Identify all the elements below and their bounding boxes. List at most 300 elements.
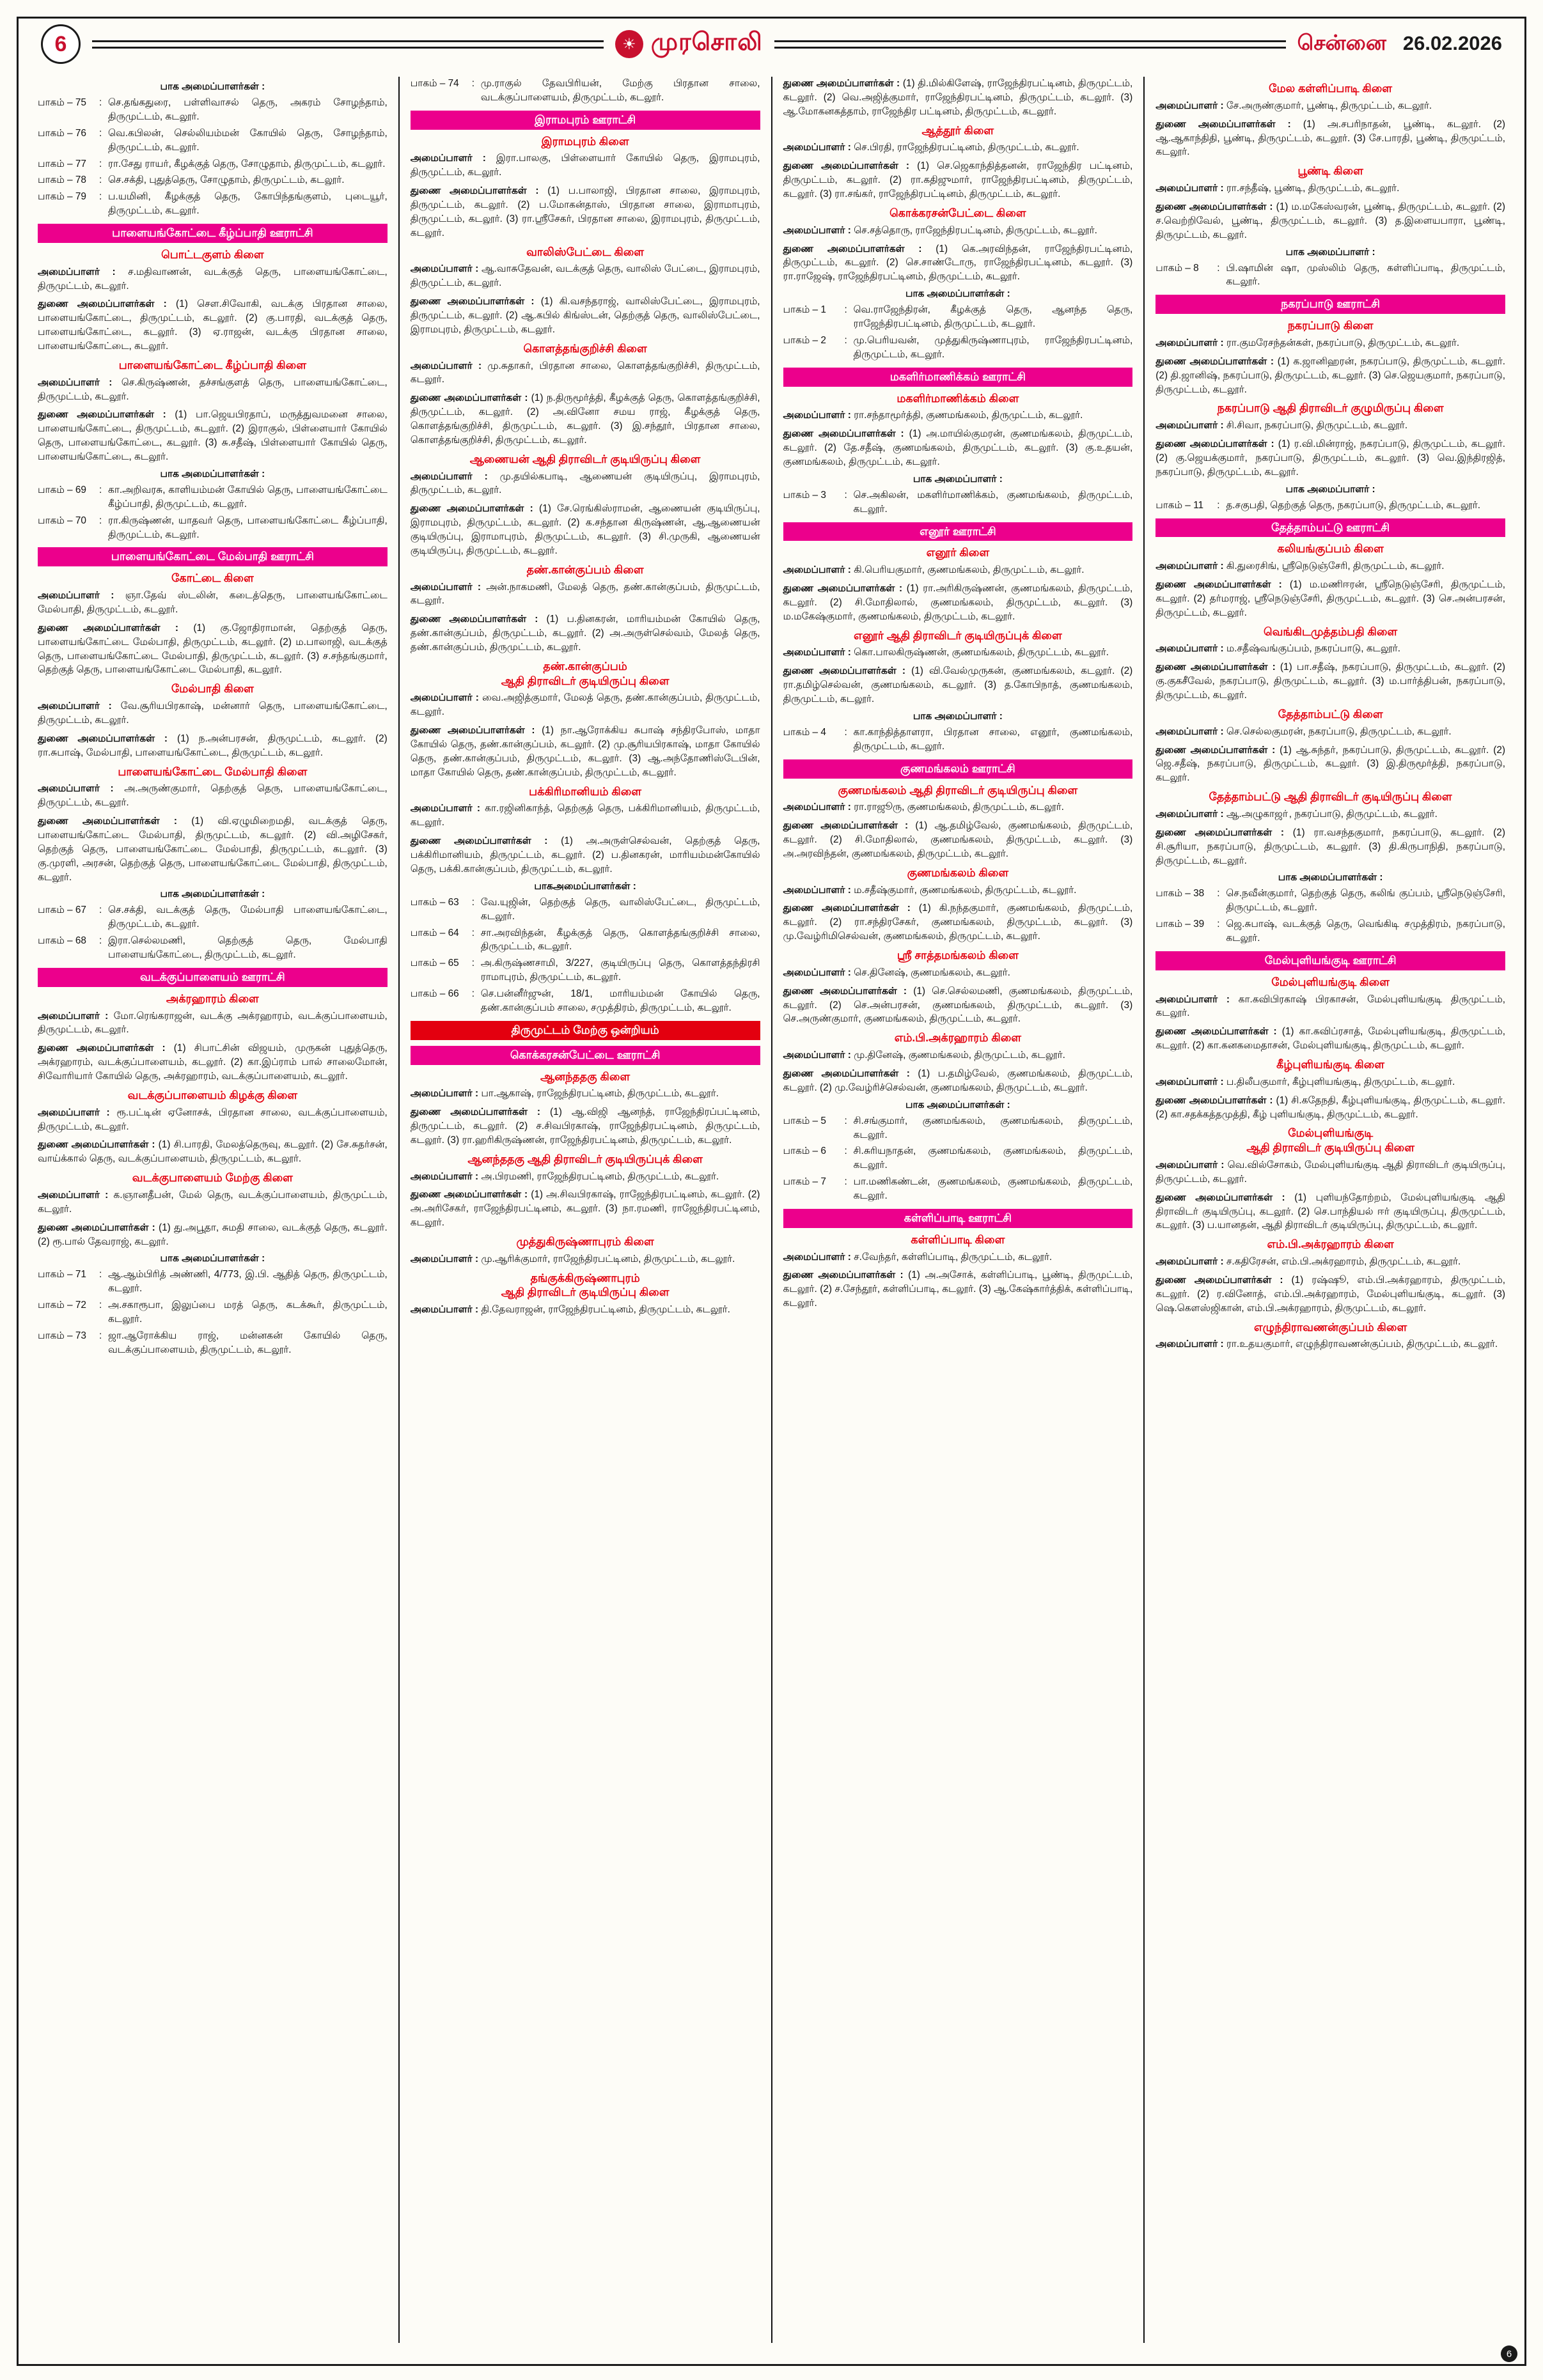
colon-separator: : <box>844 1176 847 1188</box>
colon-separator: : <box>844 334 847 346</box>
organizer-names: (1) அ.மாயில்குமரன், குணமங்கலம், திருமுட்டம், கடலூர். (2) தே.சதீஷ், குணமங்கலம், திருமுட்டம், கடலூர். (3) கு.உதயன், குணமங்கலம், திருமுட்டம், கடலூர். <box>783 428 1133 467</box>
branch-heading: வடக்குப்பாளையம் கிழக்கு கிளை <box>127 1088 298 1101</box>
organizer-paragraph <box>1155 1094 1505 1122</box>
part-organizer-name: மு.ராகுல் தேவபிரியன், மேற்கு பிரதான சாலை, வடக்குப்பாளையம், திருமுட்டம், கடலூர். <box>480 78 760 103</box>
branch-heading: ஆணையன் ஆதி திராவிடர் குடியிருப்பு கிளை <box>469 452 701 465</box>
organizer-label: துணை அமைப்பாளர்கள் : <box>38 299 176 310</box>
organizer-label: துணை அமைப்பாளர்கள் : <box>1155 1274 1292 1286</box>
organizer-paragraph <box>38 1188 388 1217</box>
organizer-names: வே.சூரியபிரகாஷ், மன்னார் தெரு, பாளையங்கோட்டை, திருமுட்டம், கடலூர். <box>38 701 388 726</box>
organizer-names: மு.ஆரிக்குமார், ராஜேந்திரபட்டினம், திருமுட்டம், கடலூர். <box>481 1253 735 1264</box>
organizer-paragraph <box>38 408 388 464</box>
organizer-label: துணை அமைப்பாளர்கள் : <box>1155 355 1278 367</box>
organizer-label: அமைப்பாளர் : <box>38 1189 114 1201</box>
section-subheading: பாக அமைப்பாளர் : <box>1285 483 1375 495</box>
part-number: பாகம் – 2 <box>783 334 826 346</box>
organizer-label: அமைப்பாளர் : <box>410 263 482 275</box>
colon-separator: : <box>471 958 475 969</box>
organizer-label: துணை அமைப்பாளர்கள் : <box>783 1068 918 1079</box>
column-2 <box>400 77 772 2343</box>
organizer-names: மு.சுதாகர், பிரதான சாலை, கொளத்தங்குறிச்சி, திருமுட்டம், கடலூர். <box>410 360 760 385</box>
branch-heading: தங்குக்கிருஷ்ணாபுரம் ஆதி திராவிடர் குடியிருப்பு கிளை <box>501 1271 670 1299</box>
organizer-paragraph <box>1155 437 1505 479</box>
organizer-paragraph <box>1155 660 1505 703</box>
organizer-names: (1) தி.மில்கிளேஷ், ராஜேந்திரபட்டினம், திருமுட்டம், கடலூர். (2) வெ.அஜித்குமார், ராஜேந்திரபட்டினம், திருமுட்டம், கடலூர். (3) ஆ.மோகனகத்தாம், ராஜேந்திர பட்டினம், திருமுட்டம், கடலூர். <box>783 78 1133 117</box>
colon-separator: : <box>99 127 102 139</box>
organizer-paragraph <box>1155 807 1505 821</box>
part-organizer-row <box>411 926 760 954</box>
organizer-names: கா.ரஜினிகாந்த், தெற்குத் தெரு, பக்கிரிமானியம், திருமுட்டம், கடலூர். <box>410 803 760 828</box>
organizer-label: துணை அமைப்பாளர்கள் : <box>410 393 531 404</box>
part-number: பாகம் – 4 <box>783 726 826 738</box>
section-subheading: பாக அமைப்பாளர் : <box>912 710 1003 722</box>
organizer-label: துணை அமைப்பாளர்கள் : <box>1155 1192 1295 1203</box>
organizer-names: வை.அஜித்குமார், மேலத் தெரு, தண்.கான்குப்பம், திருமுட்டம், கடலூர். <box>410 692 760 718</box>
organizer-paragraph <box>411 1170 760 1184</box>
organizer-label: அமைப்பாளர் : <box>38 783 125 795</box>
part-organizer-row <box>38 934 388 962</box>
branch-heading: பக்கிரிமானியம் கிளை <box>529 784 642 798</box>
organizer-names: (1) அ.சிவபிரகாஷ், ராஜேந்திரபட்டினம், கடலூர். (2) அ.அரிசேகர், ராஜேந்திரபட்டினம், கடலூர். (3) நா.ரமணி, ராஜேந்திரபட்டினம், கடலூர். <box>410 1189 760 1229</box>
organizer-paragraph <box>38 1041 388 1084</box>
branch-heading: கொக்கரசன்பேட்டை கிளை <box>889 206 1026 219</box>
section-subheading: பாக அமைப்பாளர் : <box>1285 246 1375 258</box>
organizer-paragraph <box>38 1138 388 1166</box>
organizer-label: துணை அமைப்பாளர்கள் : <box>783 160 918 172</box>
part-organizer-row <box>38 127 388 155</box>
brand <box>615 29 763 59</box>
branch-heading: பூண்டி கிளை <box>1297 164 1363 178</box>
organizer-label: அமைப்பாளர் : <box>410 360 488 371</box>
organizer-names: (1) ரஷ்ஷூ, எம்.பி.அக்ரஹாரம், திருமுட்டம், கடலூர். (2) ர.வினோத், எம்.பி.அக்ரஹாரம், மேல்புளியங்குடி, கடலூர். (3) ஷெ.கௌஸ்ஜிகான், எம்.பி.அக்ரஹாரம், திருமுட்டம், கடலூர். <box>1155 1274 1506 1314</box>
part-organizer-row <box>1155 261 1505 290</box>
organizer-label: துணை அமைப்பாளர்கள் : <box>38 409 175 421</box>
column-1 <box>27 77 400 2343</box>
organizer-names: செ.பிரதி, ராஜேந்திரபட்டினம், திருமுட்டம், கடலூர். <box>854 142 1079 153</box>
organizer-label: அமைப்பாளர் : <box>38 1010 114 1022</box>
part-organizer-name: செ.நவீன்குமார், தெற்குத் தெரு, கலிங் குப்பம், ஸ்ரீநெடுஞ்சேரி, திருமுட்டம், கடலூர். <box>1226 888 1505 914</box>
part-organizer-row <box>411 896 760 924</box>
part-organizer-row <box>1155 887 1505 915</box>
organizer-names: (1) ர.வி.மின்ராஜ், நகரப்பாடு, திருமுட்டம், கடலூர். (2) கு.ஜெயக்குமார், நகரப்பாடு, திருமுட்டம், கடலூர். (3) வெ.இந்திரஜித், நகரப்பாடு, திருமுட்டம், கடலூர். <box>1155 439 1505 478</box>
organizer-label: அமைப்பாளர் : <box>1155 1076 1226 1087</box>
organizer-label: துணை அமைப்பாளர்கள் : <box>1155 1026 1282 1038</box>
part-organizer-name: செ.சக்தி, புதுத்தெரு, சோழுதாம், திருமுட்டம், கடலூர். <box>108 175 345 186</box>
part-organizer-name: த.சகுபதி, தெற்குத் தெரு, நகரப்பாடு, திருமுட்டம், கடலூர். <box>1226 499 1481 511</box>
organizer-names: ஆ.அழுகாஜா், நகரப்பாடு, திருமுட்டம், கடலூர். <box>1226 808 1437 820</box>
organizer-names: (1) ப.தினகரன், மாரியம்மன் கோயில் தெரு, தண்.கான்குப்பம், திருமுட்டம், கடலூர். (2) அ.அருள்செல்வம், மேலத் தெரு, தண்.கான்குப்பம், திருமுட்டம், கடலூர். <box>410 614 760 653</box>
organizer-paragraph <box>411 724 760 780</box>
part-organizer-name: மு.பெரியவன், முத்துகிருஷ்ணாபுரம், ராஜேந்திரபட்டினம், திருமுட்டம், கடலூர். <box>853 334 1133 360</box>
organizer-names: செ.கிருஷ்ணன், தச்சங்குளத் தெரு, பாளையங்கோட்டை, திருமுட்டம், கடலூர். <box>38 377 388 402</box>
organizer-label: துணை அமைப்பாளர்கள் : <box>783 78 903 89</box>
organizer-paragraph <box>783 1048 1133 1062</box>
branch-heading: எனூர் கிளை <box>926 546 990 559</box>
section-subheading: பாக அமைப்பாளர்கள் : <box>160 81 265 92</box>
organizer-label: அமைப்பாளர் : <box>410 1304 482 1316</box>
organizer-names: மு.தயில்கபாடி, ஆணையன் குடியிருப்பு, இராமபுரம், திருமுட்டம், கடலூர். <box>410 471 760 496</box>
organizer-label: துணை அமைப்பாளர்கள் : <box>410 185 548 197</box>
organizer-paragraph <box>38 782 388 810</box>
organizer-paragraph <box>1155 1158 1505 1186</box>
branch-heading: ஸ்ரீ சாத்தமங்கலம் கிளை <box>897 949 1019 961</box>
column-3 <box>772 77 1145 2343</box>
part-organizer-name: சா.அரவிந்தன், கீழக்குத் தெரு, கொளத்தங்குறிச்சி சாலை, திருமுட்டம், கடலூர். <box>480 927 760 953</box>
organizer-paragraph <box>783 582 1133 624</box>
part-organizer-row <box>1155 499 1505 513</box>
panchayat-heading: கள்ளிப்பாடி ஊராட்சி <box>783 1209 1133 1228</box>
organizer-paragraph <box>783 646 1133 660</box>
colon-separator: : <box>99 1330 102 1341</box>
colon-separator: : <box>99 191 102 203</box>
organizer-names: தி.தேவராஜன், ராஜேந்திரபட்டினம், திருமுட்டம், கடலூர். <box>481 1304 730 1316</box>
part-organizer-name: இரா.செல்லமணி, தெற்குத் தெரு, மேல்பாதி பாளையங்கோட்டை, திருமுட்டம், கடலூர். <box>108 935 388 960</box>
part-organizer-name: செ.தங்கதுரை, பள்ளிவாசல் தெரு, அகரம் சோழந்தாம், திருமுட்டம், கடலூர். <box>108 97 388 122</box>
panchayat-heading: குணமங்கலம் ஊராட்சி <box>783 759 1133 779</box>
colon-separator: : <box>471 78 475 89</box>
organizer-names: மு.தினேஷ், குணமங்கலம், திருமுட்டம், கடலூர். <box>854 1050 1065 1061</box>
organizer-paragraph <box>38 732 388 760</box>
part-number: பாகம் – 66 <box>410 988 459 999</box>
part-organizer-name: ரா.சேது ராயர், கீழக்குத் தெரு, சோழுதாம், திருமுட்டம், கடலூர். <box>108 158 386 169</box>
organizer-label: அமைப்பாளர் : <box>1155 337 1226 348</box>
organizer-paragraph <box>1155 182 1505 196</box>
part-organizer-row <box>411 987 760 1015</box>
organizer-label: அமைப்பாளர் : <box>1155 808 1226 820</box>
organizer-names: சே.அருண்குமார், பூண்டி, திருமுட்டம், கடலூர். <box>1226 100 1432 111</box>
organizer-paragraph <box>411 391 760 447</box>
organizer-names: (1) ப.தமிழ்வேல், குணமங்கலம், திருமுட்டம், கடலூர். (2) மு.வேழ்ரிச்செல்வன், குணமங்கலம், திருமுட்டம், கடலூர். <box>783 1068 1133 1093</box>
part-organizer-row <box>38 1329 388 1357</box>
organizer-names: (1) புளியந்தோற்றம், மேல்புளியங்குடி ஆதி திராவிடர் குடியிருப்பு, கடலூர். (2) செ.பாந்தியல் ஈர் குடியிருப்பு, திருமுட்டம், கடலூர். (3) ப.யானதன், ஆதி திராவிடர் குடியிருப்பு, திருமுட்டம், கடலூர். <box>1155 1192 1505 1231</box>
organizer-label: துணை அமைப்பாளர்கள் : <box>38 1139 159 1151</box>
part-number: பாகம் – 39 <box>1155 919 1205 930</box>
part-organizer-row <box>783 1114 1133 1142</box>
organizer-names: (1) ப.பாலாஜி, பிரதான சாலை, இராமபுரம், திருமுட்டம், கடலூர். (2) ப.மோகன்தாஸ், பிரதான சாலை, இராமாபுரம், திருமுட்டம், கடலூர். (3) ரா.ஸ்ரீசேகர், பிரதான சாலை, இராமபுரம், திருமுட்டம், கடலூர். <box>410 185 760 238</box>
organizer-names: (1) செ.ஜெகாந்தித்தனன், ராஜேந்திர பட்டினம், திருமுட்டம், கடலூர். (2) ரா.கதிஜுமார், ராஜேந்திரபட்டினம், திருமுட்டம், கடலூர். (3) ரா.சங்கர், ராஜேந்திரபட்டினம், திருமுட்டம், கடலூர். <box>783 160 1133 199</box>
organizer-names: (1) ந.திருமூர்த்தி, கீழக்குத் தெரு, கொளத்தங்குறிச்சி, திருமுட்டம், கடலூர். (2) அ.வினோ சமய ராஜ், கீழக்குத் தெரு, கொளத்தங்குறிச்சி, திருமுட்டம், கடலூர். (3) இ.சந்தூர், பிரதான சாலை, கொளத்தங்குறிச்சி, திருமுட்டம், கடலூர். <box>410 393 760 446</box>
branch-heading: குணமங்கலம் கிளை <box>907 866 1009 879</box>
organizer-label: அமைப்பாளர் : <box>38 590 125 601</box>
organizer-names: கி.துரைசிங், ஸ்ரீநெடுஞ்சேரி, திருமுட்டம், கடலூர். <box>1226 561 1445 572</box>
organizer-names: ஞா.தேவ் ஸ்டலின், கடைத்தெரு, பாளையங்கோட்டை மேல்பாதி, திருமுட்டம், கடலூர். <box>38 590 388 615</box>
branch-heading: தண்.கான்குப்பம் ஆதி திராவிடர் குடியிருப்பு கிளை <box>501 659 670 687</box>
part-number: பாகம் – 79 <box>38 191 86 203</box>
panchayat-heading: நகரப்பாடு ஊராட்சி <box>1155 295 1505 314</box>
organizer-names: (1) சிபாட்சின் விஜயம், முருகன் புதுத்தெரு, அக்ரஹாரம், வடக்குப்பாளையம், கடலூர். (2) கா.இப்ராம் பால் சாலைமோன், சிவோரியார் கோயில் தெரு, அக்ரஹாரம், வடக்குப்பாளையம், கடலூர். <box>38 1043 388 1082</box>
organizer-paragraph <box>1155 1191 1505 1233</box>
part-number: பாகம் – 76 <box>38 127 86 139</box>
part-organizer-name: கா.காந்தித்தாளரா, பிரதான சாலை, எனூர், குணமங்கலம், திருமுட்டம், கடலூர். <box>853 726 1133 752</box>
organizer-label: அமைப்பாளர் : <box>1155 1339 1226 1350</box>
organizer-names: அ.அருண்குமார், தெற்குத் தெரு, பாளையங்கோட்டை, திருமுட்டம், கடலூர். <box>38 783 388 809</box>
organizer-names: கொ.பாலகிருஷ்ணன், குணமங்கலம், திருமுட்டம், கடலூர். <box>854 647 1109 658</box>
branch-heading: எம்.பி.அக்ரஹாரம் கிளை <box>894 1031 1022 1045</box>
part-number: பாகம் – 75 <box>38 97 86 108</box>
panchayat-heading: பாளையங்கோட்டை மேல்பாதி ஊராட்சி <box>38 547 388 566</box>
branch-heading: வாலிஸ்பேட்டை கிளை <box>526 245 645 258</box>
organizer-paragraph <box>1155 1075 1505 1089</box>
organizer-paragraph <box>783 984 1133 1027</box>
branch-heading: தேத்தாம்பட்டு ஆதி திராவிடர் குடியிருப்பு கிளை <box>1209 790 1452 804</box>
organizer-label: அமைப்பாளர் : <box>1155 100 1226 111</box>
part-number: பாகம் – 68 <box>38 935 86 947</box>
organizer-names: மோ.ரெங்கராஜன், வடக்கு அக்ரஹாரம், வடக்குப்பாளையம், திருமுட்டம், கடலூர். <box>38 1010 388 1036</box>
colon-separator: : <box>844 304 847 316</box>
organizer-paragraph <box>1155 1273 1505 1316</box>
organizer-label: அமைப்பாளர் : <box>410 153 496 164</box>
branch-heading: வெங்கிடமுத்தம்பதி கிளை <box>1264 625 1398 638</box>
part-organizer-name: வெ.கபிலன், செல்லியம்மன் கோயில் தெரு, சோழந்தாம், திருமுட்டம், கடலூர். <box>108 127 388 153</box>
branch-heading: எம்.பி.அக்ரஹாரம் கிளை <box>1267 1238 1394 1251</box>
part-organizer-name: கா.அறிவரசு, காளியம்மன் கோயில் தெரு, பாளையங்கோட்டை கீழ்ப்பாதி, திருமுட்டம், கடலூர். <box>108 484 388 509</box>
part-organizer-name: செ.அகிலன், மகளிர்மாணிக்கம், குணமங்கலம், திருமுட்டம், கடலூர். <box>853 489 1133 515</box>
panchayat-heading: எனூர் ஊராட்சி <box>783 522 1133 541</box>
part-organizer-name: ஜா.ஆரோக்கிய ராஜ், மன்னகன் கோயில் தெரு, வடக்குப்பாளையம், திருமுட்டம், கடலூர். <box>108 1330 388 1355</box>
organizer-label: துணை அமைப்பாளர்கள் : <box>1155 439 1278 449</box>
part-organizer-row <box>783 1175 1133 1203</box>
part-organizer-row <box>38 157 388 171</box>
organizer-paragraph <box>783 77 1133 119</box>
section-subheading: பாக அமைப்பாளர்கள் : <box>1278 872 1383 883</box>
edition-date: 26.02.2026 <box>1402 31 1502 54</box>
organizer-names: (1) வி.வேல்முருகன், குணமங்கலம், கடலூர். (2) ரா.தமிழ்செல்வன், குணமங்கலம், கடலூர். (3) த.கோபிநாத், குணமங்கலம், திருமுட்டம், கடலூர். <box>783 665 1133 704</box>
article-columns <box>27 77 1516 2343</box>
branch-heading: கொளத்தங்குறிச்சி கிளை <box>523 341 647 355</box>
part-number: பாகம் – 73 <box>38 1330 86 1341</box>
organizer-paragraph <box>411 1252 760 1266</box>
branch-heading: கீழ்புளியங்குடி கிளை <box>1276 1058 1385 1071</box>
organizer-label: துணை அமைப்பாளர்கள் : <box>410 725 542 736</box>
section-subheading: பாக அமைப்பாளர்கள் : <box>160 889 265 900</box>
organizer-label: துணை அமைப்பாளர்கள் : <box>38 816 192 827</box>
organizer-names: (1) ந.அன்பரசன், திருமுட்டம், கடலூர். (2) ரா.சுபாஷ், மேல்பாதி, பாளையங்கோட்டை, திருமுட்டம், கடலூர். <box>38 733 388 758</box>
organizer-names: (1) ரா.அரிகிருஷ்ணன், குணமங்கலம், திருமுட்டம், கடலூர். (2) சி.மோதிலால், குணமங்கலம், திருமுட்டம், கடலூர். (3) ம.மகேஷ்குமார், குணமங்கலம், திருமுட்டம், கடலூர். <box>783 583 1133 622</box>
organizer-label: அமைப்பாளர் : <box>38 1107 117 1118</box>
colon-separator: : <box>99 175 102 186</box>
organizer-label: துணை அமைப்பாளர்கள் : <box>783 665 912 677</box>
organizer-paragraph <box>411 262 760 290</box>
organizer-names: அ.பிரமணி, ராஜேந்திரபட்டினம், திருமுட்டம், கடலூர். <box>481 1171 719 1182</box>
organizer-label: அமைப்பாளர் : <box>410 1171 482 1182</box>
organizer-paragraph <box>783 1250 1133 1264</box>
branch-heading: நகரப்பாடு ஆதி திராவிடர் குழுமிருப்பு கிளை <box>1217 401 1444 415</box>
section-subheading: பாக அமைப்பாளர்கள் : <box>905 288 1010 300</box>
organizer-names: சி.சிவா, நகரப்பாடு, திருமுட்டம், கடலூர். <box>1226 420 1408 432</box>
column-4 <box>1145 77 1516 2343</box>
colon-separator: : <box>1217 262 1220 274</box>
organizer-paragraph <box>411 152 760 180</box>
organizer-names: ரா.சந்தாமூர்த்தி, குணமங்கலம், திருமுட்டம், கடலூர். <box>854 410 1083 421</box>
page-number-badge: 6 <box>41 24 81 64</box>
branch-heading: மகளிர்மாணிக்கம் கிளை <box>897 391 1019 405</box>
branch-heading: நகரப்பாடு கிளை <box>1287 319 1374 332</box>
part-number: பாகம் – 6 <box>783 1146 826 1157</box>
organizer-paragraph <box>38 621 388 678</box>
organizer-names: (1) வி.ஏழுமிறைமதி, வடக்குத் தெரு, பாளையங்கோட்டை மேல்பாதி, திருமுட்டம், கடலூர். (2) வி.அழிசேகர், தெற்குத் தெரு, பாளையங்கோட்டை மேல்பாதி, திருமுட்டம், கடலூர். (3) கு.முரளி, அரசன், தெற்குத் தெரு, பாளையங்கோட்டை மேல்பாதி, திருமுட்டம், கடலூர். <box>38 816 388 883</box>
colon-separator: : <box>471 927 475 938</box>
organizer-paragraph <box>1155 1025 1505 1053</box>
organizer-paragraph <box>411 184 760 240</box>
organizer-names: ச.கதிரேசன், எம்.பி.அக்ரஹாரம், திருமுட்டம், கடலூர். <box>1226 1256 1461 1267</box>
organizer-names: இரா.பாலகு, பிள்ளையார் கோயில் தெரு, இராமபுரம், திருமுட்டம், கடலூர். <box>410 153 760 178</box>
organizer-paragraph <box>38 376 388 404</box>
branch-heading: கலியங்குப்பம் கிளை <box>1277 542 1384 556</box>
part-organizer-row <box>783 1144 1133 1172</box>
branch-heading: கோட்டை கிளை <box>171 572 254 585</box>
part-organizer-row <box>38 903 388 931</box>
branch-heading: பாளையங்கோட்டை மேல்பாதி கிளை <box>118 765 308 778</box>
organizer-label: அமைப்பாளர் : <box>783 224 854 236</box>
panchayat-heading: இராமபுரம் ஊராட்சி <box>411 111 760 130</box>
part-organizer-name: சி.சங்குமார், குணமங்கலம், குணமங்கலம், திருமுட்டம், கடலூர். <box>853 1115 1133 1140</box>
organizer-label: அமைப்பாளர் : <box>1155 183 1226 194</box>
organizer-paragraph <box>1155 1337 1505 1351</box>
organizer-paragraph <box>783 224 1133 238</box>
panchayat-heading: வடக்குப்பாளையம் ஊராட்சி <box>38 968 388 987</box>
organizer-paragraph <box>1155 336 1505 350</box>
organizer-label: அமைப்பாளர் : <box>1155 643 1226 655</box>
organizer-names: செ.சத்தொரு, ராஜேந்திரபட்டினம், திருமுட்டம், கடலூர். <box>854 224 1097 236</box>
organizer-paragraph <box>783 819 1133 861</box>
branch-heading: ஆத்தூர் கிளை <box>921 123 994 137</box>
organizer-names: (1) ஆ.தமிழ்வேல், குணமங்கலம், திருமுட்டம், கடலூர். (2) சி.மோதிலால், குணமங்கலம், திருமுட்டம், கடலூர். (3) அ.அரவிந்தன், குணமங்கலம், திருமுட்டம், கடலூர். <box>783 820 1133 859</box>
organizer-label: துணை அமைப்பாளர்கள் : <box>38 622 194 634</box>
organizer-label: அமைப்பாளர் : <box>38 377 121 388</box>
branch-heading: பாளையங்கோட்டை கீழ்ப்பாதி கிளை <box>118 358 306 371</box>
organizer-label: துணை அமைப்பாளர்கள் : <box>1155 201 1276 212</box>
organizer-label: துணை அமைப்பாளர்கள் : <box>410 296 541 307</box>
organizer-paragraph <box>411 834 760 876</box>
part-number: பாகம் – 74 <box>410 78 459 89</box>
branch-heading: தண்.கான்குப்பம் கிளை <box>526 563 644 576</box>
masthead <box>19 17 1524 72</box>
organizer-names: ச.மதிவாணன், வடக்குத் தெரு, பாளையங்கோட்டை, திருமுட்டம், கடலூர். <box>38 266 388 292</box>
panchayat-heading: பாளையங்கோட்டை கீழ்ப்பாதி ஊராட்சி <box>38 224 388 243</box>
part-number: பாகம் – 63 <box>410 896 459 908</box>
organizer-paragraph <box>411 612 760 655</box>
colon-separator: : <box>1217 919 1220 930</box>
part-number: பாகம் – 7 <box>783 1176 826 1188</box>
organizer-paragraph <box>1155 559 1505 573</box>
organizer-label: அமைப்பாளர் : <box>38 266 129 277</box>
organizer-label: துணை அமைப்பாளர்கள் : <box>1155 118 1303 130</box>
organizer-names: பா.ஆகாஷ், ராஜேந்திரபட்டினம், திருமுட்டம், கடலூர். <box>481 1088 719 1100</box>
section-subheading: பாக அமைப்பாளர்கள் : <box>160 468 265 479</box>
brand-name: முரசொலி <box>650 29 763 56</box>
organizer-names: ம.சதீஷ்குமார், குணமங்கலம், திருமுட்டம், கடலூர். <box>854 884 1077 896</box>
organizer-names: ரா.சந்தீஷ், பூண்டி, திருமுட்டம், கடலூர். <box>1226 183 1400 194</box>
organizer-names: ம.சதீஷ்வங்குப்பம், நகரப்பாடு, கடலூர். <box>1226 643 1401 655</box>
organizer-paragraph <box>1155 99 1505 113</box>
organizer-names: செ.தினேஷ், குணமங்கலம், கடலூர். <box>854 967 1010 978</box>
organizer-paragraph <box>1155 355 1505 397</box>
organizer-paragraph <box>783 427 1133 469</box>
organizer-names: ஆ.வாசுதேவன், வடக்குத் தெரு, வாலிஸ் பேட்டை, இராமபுரம், திருமுட்டம், கடலூர். <box>410 263 760 289</box>
organizer-names: (1) பா.ஜெயபிரதாப், மருத்துவமனை சாலை, பாளையங்கோட்டை, திருமுட்டம், கடலூர். (2) இராகுல், பிள்ளையார் கோயில் தெரு, பாளையங்கோட்டை, கடலூர். (3) சு.சதீஷ், பிள்ளையார் கோயில் தெரு, பாளையங்கோட்டை, கடலூர். <box>38 409 388 462</box>
organizer-label: அமைப்பாளர் : <box>1155 993 1239 1005</box>
organizer-label: அமைப்பாளர் : <box>38 701 121 712</box>
organizer-paragraph <box>38 297 388 354</box>
organizer-paragraph <box>783 1268 1133 1311</box>
branch-heading: எனூர் ஆதி திராவிடர் குடியிருப்புக் கிளை <box>853 628 1062 642</box>
part-number: பாகம் – 72 <box>38 1300 86 1311</box>
part-organizer-name: செ.பன்னீர்ஜுன், 18/1, மாரியம்மன் கோயில் தெரு, தண்.கான்குப்பம் சாலை, சமுத்திரம், திருமுட்டம், கடலூர். <box>480 988 760 1013</box>
organizer-label: துணை அமைப்பாளர்கள் : <box>38 1222 159 1233</box>
organizer-label: அமைப்பாளர் : <box>410 1088 482 1100</box>
organizer-names: வெ.வில்சோகம், மேல்புளியங்குடி ஆதி திராவிடர் குடியிருப்பு, திருமுட்டம், கடலூர். <box>1155 1159 1505 1185</box>
organizer-label: துணை அமைப்பாளர்கள் : <box>783 985 914 997</box>
branch-heading: மேல்புளியங்குடி கிளை <box>1271 975 1390 988</box>
part-number: பாகம் – 69 <box>38 484 86 495</box>
organizer-names: (1) சௌ.சிவோகி, வடக்கு பிரதான சாலை, பாளையங்கோட்டை, திருமுட்டம், கடலூர். (2) கு.பாரதி, வடக்குத் தெரு, பாளையங்கோட்டை, கடலூர். (3) ஏ.ராஜன், வடக்கு பிரதான சாலை, பாளையங்கோட்டை, கடலூர். <box>38 299 388 352</box>
organizer-label: அமைப்பாளர் : <box>1155 420 1226 432</box>
part-number: பாகம் – 5 <box>783 1115 826 1126</box>
organizer-label: துணை அமைப்பாளர்கள் : <box>783 903 919 914</box>
organizer-label: அமைப்பாளர் : <box>783 410 854 421</box>
organizer-names: ப.திலீபகுமார், கீழ்புளியங்குடி, திருமுட்டம், கடலூர். <box>1226 1076 1455 1087</box>
part-organizer-name: பா.மணிகண்டன், குணமங்கலம், குணமங்கலம், திருமுட்டம், கடலூர். <box>853 1176 1133 1201</box>
branch-heading: இராமபுரம் கிளை <box>541 134 629 148</box>
organizer-paragraph <box>411 691 760 719</box>
organizer-names: (1) செ.செல்லமணி, குணமங்கலம், திருமுட்டம், கடலூர். (2) செ.அன்பரசன், குணமங்கலம், திருமுட்டம், கடலூர். (3) செ.அருண்குமார், குணமங்கலம், திருமுட்டம், கடலூர். <box>783 985 1133 1025</box>
organizer-paragraph <box>1155 200 1505 242</box>
organizer-label: அமைப்பாளர் : <box>1155 1256 1226 1267</box>
part-organizer-row <box>411 77 760 105</box>
organizer-paragraph <box>411 802 760 830</box>
organizer-paragraph <box>783 408 1133 423</box>
organizer-label: அமைப்பாளர் : <box>783 564 854 576</box>
organizer-names: ரா.குமரேசந்தன்கள், நகரப்பாடு, திருமுட்டம், கடலூர். <box>1226 337 1460 348</box>
organizer-paragraph <box>1155 826 1505 868</box>
organizer-paragraph <box>783 1067 1133 1095</box>
organizer-paragraph <box>38 699 388 727</box>
organizer-paragraph <box>783 563 1133 577</box>
organizer-names: (1) சே.ரெங்கிஸ்ராமன், ஆணையன் குடியிருப்பு, இராமபுரம், திருமுட்டம், கடலூர். (2) க.சந்தான கிருஷ்ணன், ஆ.ஆணையன் குடியிருப்பு, இராமாபுரம், திருமுட்டம், கடலூர். (3) சி.முருகி, ஆணையன் குடியிருப்பு, திருமுட்டம், கடலூர். <box>410 503 760 556</box>
part-organizer-row <box>783 726 1133 754</box>
organizer-names: (1) பா.சதீஷ், நகரப்பாடு, திருமுட்டம், கடலூர். (2) கு.குகசீவேல், நகரப்பாடு, திருமுட்டம், கடலூர். (3) ம.பார்த்திபன், நகரப்பாடு, திருமுட்டம், கடலூர். <box>1155 662 1506 701</box>
colon-separator: : <box>99 158 102 169</box>
masthead-rule-left <box>92 40 604 49</box>
part-organizer-name: ப.யமினி, கீழக்குத் தெரு, கோபிந்தங்குளம், புடையூர், திருமுட்டம், கடலூர். <box>108 191 388 217</box>
colon-separator: : <box>99 484 102 495</box>
organizer-names: (1) ஆ.விஜி ஆனந்த், ராஜேந்திரப்பட்டினம், திருமுட்டம், கடலூர். (2) ச.சிவபிரகாஷ், ராஜேந்திரபட்டினம், திருமுட்டம், கடலூர். (3) ரா.ஹரிகிருஷ்ணன், ராஜேந்திரபட்டினம், திருமுட்டம், கடலூர். <box>410 1107 760 1146</box>
part-number: பாகம் – 3 <box>783 489 826 501</box>
organizer-paragraph <box>783 242 1133 284</box>
organizer-label: துணை அமைப்பாளர்கள் : <box>783 583 907 594</box>
organizer-paragraph <box>1155 993 1505 1021</box>
organizer-label: அமைப்பாளர் : <box>410 1253 482 1264</box>
part-organizer-row <box>38 96 388 124</box>
part-organizer-name: சி.சுரியநாதன், குணமங்கலம், குணமங்கலம், திருமுட்டம், கடலூர். <box>853 1146 1133 1171</box>
colon-separator: : <box>99 515 102 526</box>
organizer-names: (1) ஆ.சுந்தர், நகரப்பாடு, திருமுட்டம், கடலூர். (2) ஜெ.சதீஷ், நகரப்பாடு, திருமுட்டம், கடலூர். (3) இ.திருமூர்த்தி, நகரப்பாடு, கடலூர். <box>1155 744 1506 784</box>
organizer-paragraph <box>783 966 1133 980</box>
organizer-names: (1) ம.மகேஸ்வரன், பூண்டி, திருமுட்டம், கடலூர். (2) ச.வெற்றிவேல், பூண்டி, திருமுட்டம், கடலூர். (3) த.இளையபாரா, பூண்டி, திருமுட்டம், கடலூர். <box>1155 201 1505 240</box>
branch-heading: முத்துகிருஷ்ணாபுரம் கிளை <box>516 1235 654 1248</box>
colon-separator: : <box>99 1269 102 1280</box>
organizer-paragraph <box>411 359 760 387</box>
section-subheading: பாக அமைப்பாளர் : <box>912 473 1003 485</box>
organizer-names: (1) அ.அருள்செல்வன், தெற்குத் தெரு, பக்கிரிமானியம், திருமுட்டம், கடலூர். (2) ப.தினகரன், மாரியம்மன்கோயில் தெரு, பக்கி.கான்குப்பம், திருமுட்டம், கடலூர். <box>410 836 760 875</box>
part-organizer-row <box>1155 917 1505 945</box>
organizer-paragraph <box>38 1106 388 1134</box>
part-organizer-name: ஆ.ஆம்பிரித் அண்ணி, 4/773, இ.பி. ஆதித் தெரு, திருமுட்டம், கடலூர். <box>108 1269 388 1295</box>
organizer-paragraph <box>783 664 1133 706</box>
panchayat-heading: மேல்புளியங்குடி ஊராட்சி <box>1155 951 1505 970</box>
colon-separator: : <box>99 935 102 947</box>
organizer-paragraph <box>1155 642 1505 656</box>
